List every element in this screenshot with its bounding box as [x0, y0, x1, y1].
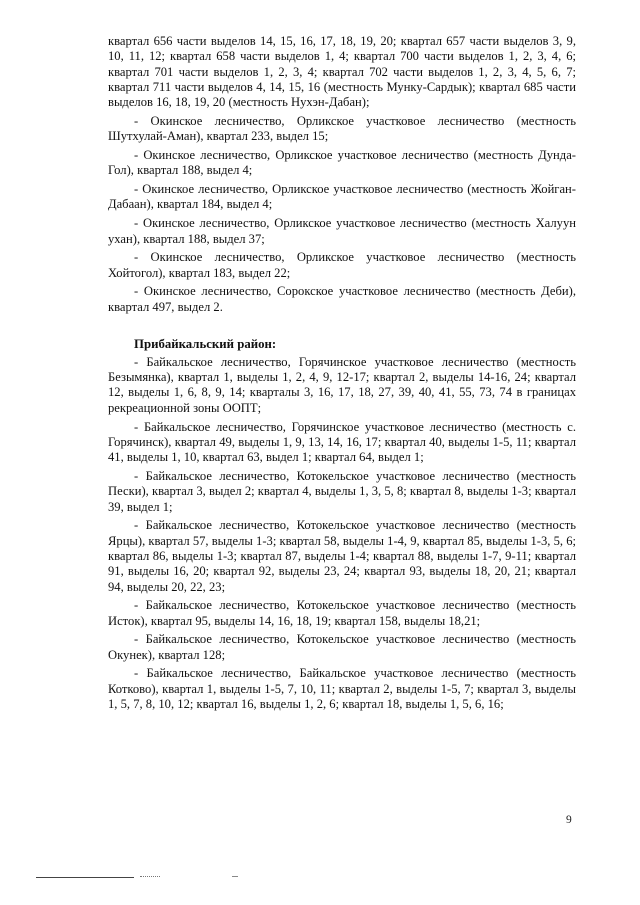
- list-item-okinsky-1: - Окинское лесничество, Орликское участковое лесничество (местность Шутхулай-Аман), квартал 233, выдел 15;: [108, 113, 576, 144]
- list-item-pribaikal-1: - Байкальское лесничество, Горячинское участковое лесничество (местность Безымянка), квартал 1, выделы 1, 2, 4, 9, 12-17; квартал 2, выделы 14-16, 24; квартал 12, выделы 1, 6, 8, 9, 14; кварталы 3, 16, 17, 18, 27, 39, 40, 41, 55, 73, 74 в границах рекреационной зоны ООПТ;: [108, 354, 576, 415]
- section-spacer: [108, 319, 576, 337]
- footer-mark: [232, 876, 238, 877]
- section-heading-pribaikalsky: Прибайкальский район:: [134, 336, 277, 351]
- list-item-okinsky-2: - Окинское лесничество, Орликское участковое лесничество (местность Дунда-Гол), квартал 188, выдел 4;: [108, 148, 576, 178]
- list-item-okinsky-5: - Окинское лесничество, Орликское участковое лесничество (местность Хойтогол), квартал 183, выдел 22;: [108, 250, 576, 280]
- list-item-okinsky-3: - Окинское лесничество, Орликское участковое лесничество (местность Жойган-Дабаан), квартал 184, выдел 4;: [108, 182, 576, 212]
- list-item-pribaikal-2: - Байкальское лесничество, Горячинское участковое лесничество (местность с. Горячинск), квартал 49, выделы 1, 9, 13, 14, 16, 17; квартал 40, выделы 1-5, 11; квартал 41, выделы 1, 10, квартал 63, выдел 1; квартал 64, выдел 1;: [108, 419, 576, 465]
- list-item-pribaikal-6: - Байкальское лесничество, Котокельское участковое лесничество (местность Окунек), квартал 128;: [108, 632, 576, 662]
- list-item-pribaikal-3: - Байкальское лесничество, Котокельское участковое лесничество (местность Пески), квартал 3, выдел 2; квартал 4, выделы 1, 3, 5, 8; квартал 8, выделы 1-3; квартал 39, выдел 1;: [108, 468, 576, 514]
- opening-paragraph: квартал 656 части выделов 14, 15, 16, 17, 18, 19, 20; квартал 657 части выделов 3, 9, 10, 11, 12; квартал 658 части выделов 1, 4; квартал 700 части выделов 1, 2, 3, 4, 6; квартал 701 части выделов 1, 2, 3, 4; квартал 702 части выделов 1, 2, 3, 4, 5, 6, 7; квартал 711 части выделов 4, 14, 15, 16 (местность Мунку-Сардык); квартал 685 части выделов 16, 18, 19, 20 (местность Нухэн-Дабан);: [108, 34, 576, 110]
- document-body: [108, 34, 576, 716]
- list-item-pribaikal-5: - Байкальское лесничество, Котокельское участковое лесничество (местность Исток), квартал 95, выделы 14, 16, 18, 19; квартал 158, выделы 18,21;: [108, 598, 576, 628]
- footer-rule: [36, 877, 134, 878]
- list-item-okinsky-6: - Окинское лесничество, Сорокское участковое лесничество (местность Деби), квартал 497, выдел 2.: [108, 284, 576, 314]
- page-number: 9: [566, 814, 572, 826]
- list-item-pribaikal-4: - Байкальское лесничество, Котокельское участковое лесничество (местность Ярцы), квартал 57, выделы 1-3; квартал 58, выделы 1-4, 9, квартал 85, выделы 1-3, 5, 6; квартал 86, выделы 1-3; квартал 87, выделы 1-4; квартал 88, выделы 1-7, 9-11; квартал 91, выделы 16, 20; квартал 92, выделы 23, 24; квартал 93, выделы 18, 20, 21; квартал 94, выделы 20, 22, 23;: [108, 518, 576, 594]
- list-item-pribaikal-7: - Байкальское лесничество, Байкальское участковое лесничество (местность Котково), квартал 1, выделы 1-5, 7, 10, 11; квартал 2, выделы 1-5, 7; квартал 3, выделы 1, 5, 7, 8, 10, 12; квартал 16, выделы 1, 2, 6; квартал 18, выделы 1, 5, 6, 16;: [108, 666, 576, 712]
- list-item-okinsky-4: - Окинское лесничество, Орликское участковое лесничество (местность Халуун ухан), квартал 188, выдел 37;: [108, 216, 576, 246]
- footer-rule-dots: [140, 876, 160, 878]
